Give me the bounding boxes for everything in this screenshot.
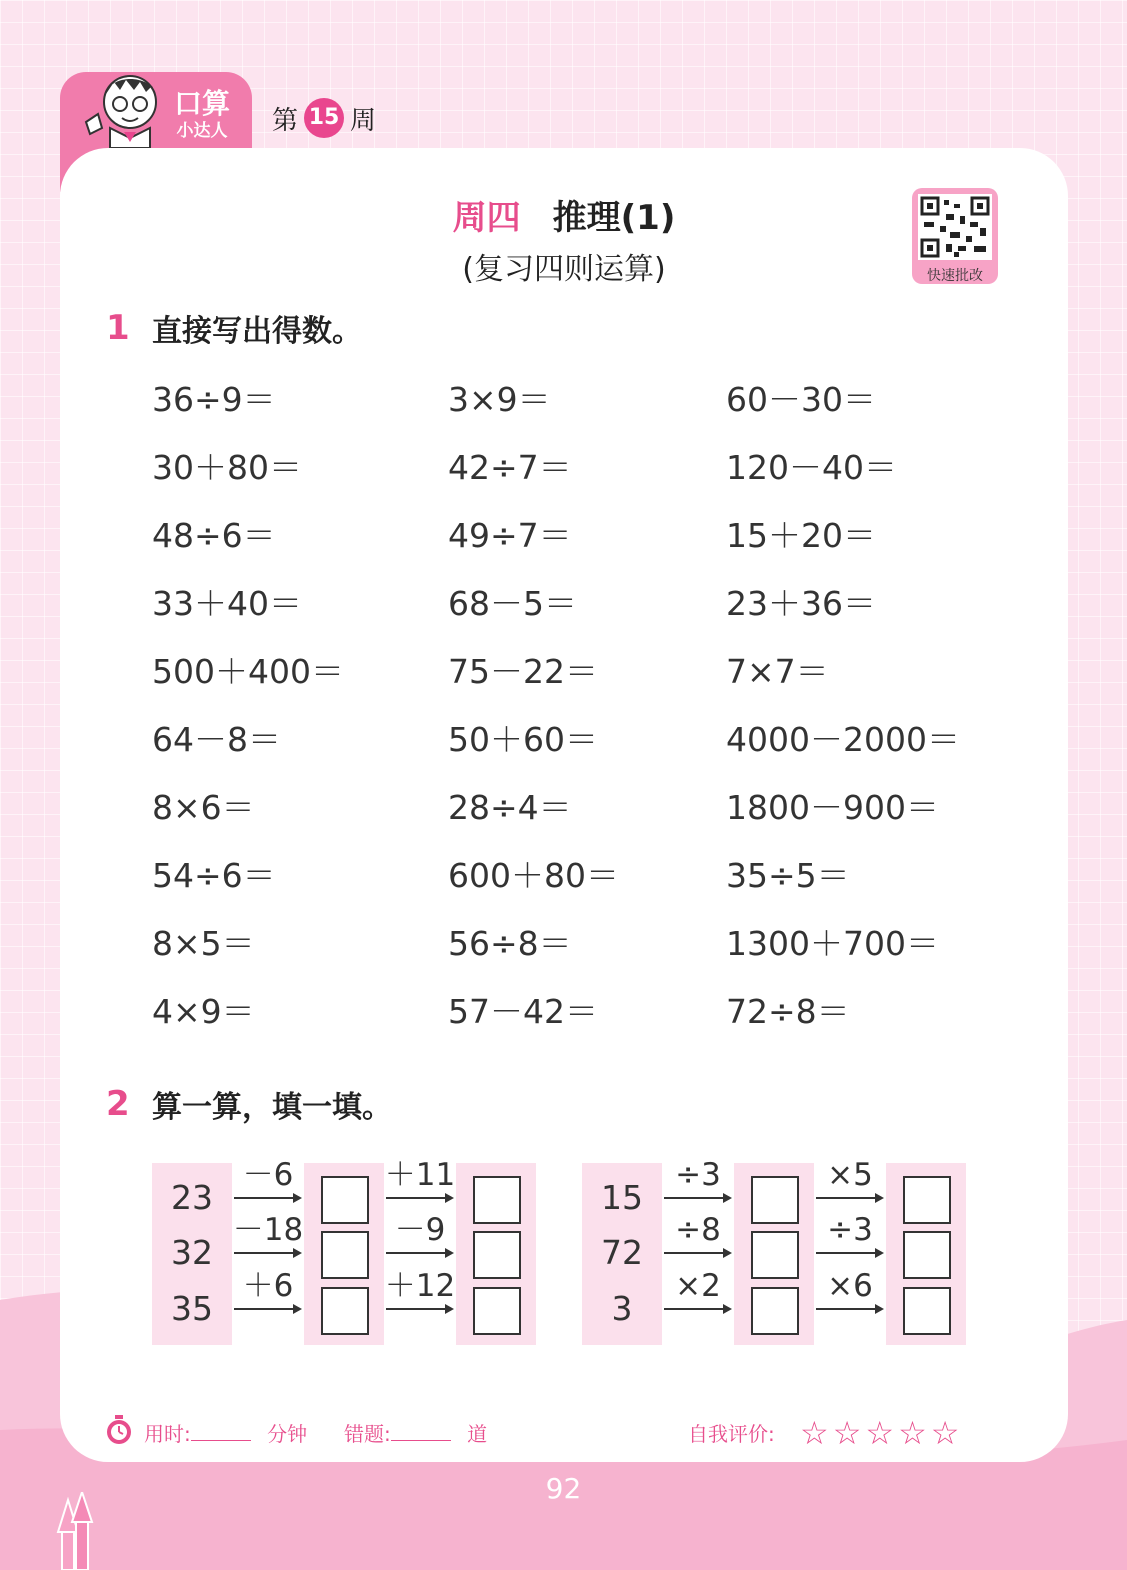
answer-box[interactable] [903,1287,951,1335]
section-2-instruction: 算一算，填一填。 [152,1090,392,1125]
section-1-number: 1 [106,308,130,348]
problem-item: 28÷4＝ [448,788,572,827]
problem-item: 1300＋700＝ [726,924,939,963]
problem-item: 3×9＝ [448,380,551,419]
pencil-decoration-icon [54,1492,98,1570]
answer-box[interactable] [473,1231,521,1279]
operation-label: ＋12 [384,1268,456,1304]
time-unit: 分钟 [267,1422,308,1446]
arrow-right-icon [664,1308,730,1310]
section-1-heading [106,308,362,348]
problem-item: 49÷7＝ [448,516,572,555]
problem-item: 72÷8＝ [726,992,850,1031]
source-number: 35 [171,1289,213,1328]
problem-item: 600＋80＝ [448,856,619,895]
problem-item: 500＋400＝ [152,652,344,691]
problem-item: 23＋36＝ [726,584,876,623]
arrow-right-icon [816,1252,882,1254]
self-eval-label: 自我评价: [688,1422,775,1446]
errors-unit: 道 [467,1422,488,1446]
errors-label: 错题: [344,1422,391,1446]
operation-label: ＋11 [384,1157,456,1193]
problem-item: 8×6＝ [152,788,255,827]
operation-label: ÷8 [675,1212,721,1248]
time-blank[interactable] [191,1420,251,1441]
operation-label: －9 [394,1212,446,1248]
problem-item: 120－40＝ [726,448,897,487]
problem-item: 4×9＝ [152,992,255,1031]
problem-item: 8×5＝ [152,924,255,963]
title-topic: 推理(1) [552,198,676,238]
answer-box[interactable] [751,1287,799,1335]
source-number: 72 [601,1233,643,1272]
kid-mascot-icon [80,72,166,148]
arrow-right-icon [234,1252,300,1254]
arrow-right-icon [234,1308,300,1310]
arrow-right-icon [386,1308,452,1310]
problem-item: 64－8＝ [152,720,281,759]
section-2-heading [106,1084,392,1124]
qr-code-label: 快速批改 [927,268,983,284]
source-number: 3 [611,1289,633,1328]
answer-box[interactable] [473,1287,521,1335]
problem-item: 50＋60＝ [448,720,598,759]
time-label: 用时: [144,1422,191,1446]
week-prefix: 第 [272,105,299,136]
errors-blank[interactable] [391,1420,451,1441]
operation-label: ÷3 [827,1212,873,1248]
problem-item: 54÷6＝ [152,856,276,895]
week-suffix: 周 [350,105,377,136]
problem-item: 1800－900＝ [726,788,939,827]
week-indicator [272,98,376,138]
qr-code-icon [918,194,992,260]
arrow-right-icon [664,1252,730,1254]
problem-item: 15＋20＝ [726,516,876,555]
operation-label: ÷3 [675,1157,721,1193]
stopwatch-icon [104,1414,134,1446]
problem-item: 35÷5＝ [726,856,850,895]
answer-box[interactable] [903,1231,951,1279]
operation-label: ×5 [827,1157,873,1193]
answer-box[interactable] [751,1231,799,1279]
answer-box[interactable] [473,1176,521,1224]
problem-item: 60－30＝ [726,380,876,419]
problem-item: 56÷8＝ [448,924,572,963]
source-number: 32 [171,1233,213,1272]
operation-label: ×6 [827,1268,873,1304]
problem-item: 57－42＝ [448,992,598,1031]
problem-item: 42÷7＝ [448,448,572,487]
problem-item: 75－22＝ [448,652,598,691]
answer-box[interactable] [903,1176,951,1224]
answer-box[interactable] [321,1176,369,1224]
problem-item: 4000－2000＝ [726,720,960,759]
operation-label: ×2 [675,1268,721,1304]
arrow-right-icon [386,1252,452,1254]
alarm-clock-icon [304,98,344,138]
source-number: 23 [171,1178,213,1217]
time-spent [144,1420,307,1448]
arrow-right-icon [816,1308,882,1310]
title-day: 周四 [452,198,521,238]
arrow-right-icon [664,1197,730,1199]
page-number: 92 [545,1472,582,1505]
problem-item: 68－5＝ [448,584,577,623]
week-number: 15 [304,98,344,138]
problem-item: 48÷6＝ [152,516,276,555]
section-2-number: 2 [106,1084,130,1124]
operation-label: －6 [242,1157,294,1193]
operation-label: ＋6 [242,1268,294,1304]
source-number: 15 [601,1178,643,1217]
answer-box[interactable] [321,1231,369,1279]
problem-item: 36÷9＝ [152,380,276,419]
problem-item: 7×7＝ [726,652,829,691]
page-subtitle: (复习四则运算) [462,252,666,287]
arrow-right-icon [816,1197,882,1199]
problem-item: 33＋40＝ [152,584,302,623]
arrow-right-icon [386,1197,452,1199]
answer-box[interactable] [751,1176,799,1224]
section-1-instruction: 直接写出得数。 [152,314,362,349]
answer-box[interactable] [321,1287,369,1335]
star-rating[interactable]: ☆☆☆☆☆ [800,1414,964,1452]
operation-label: －18 [232,1212,304,1248]
problem-item: 30＋80＝ [152,448,302,487]
arrow-right-icon [234,1197,300,1199]
badge-title-main: 口算 [173,87,230,120]
badge-title-sub: 小达人 [176,121,228,141]
error-count [344,1420,487,1448]
